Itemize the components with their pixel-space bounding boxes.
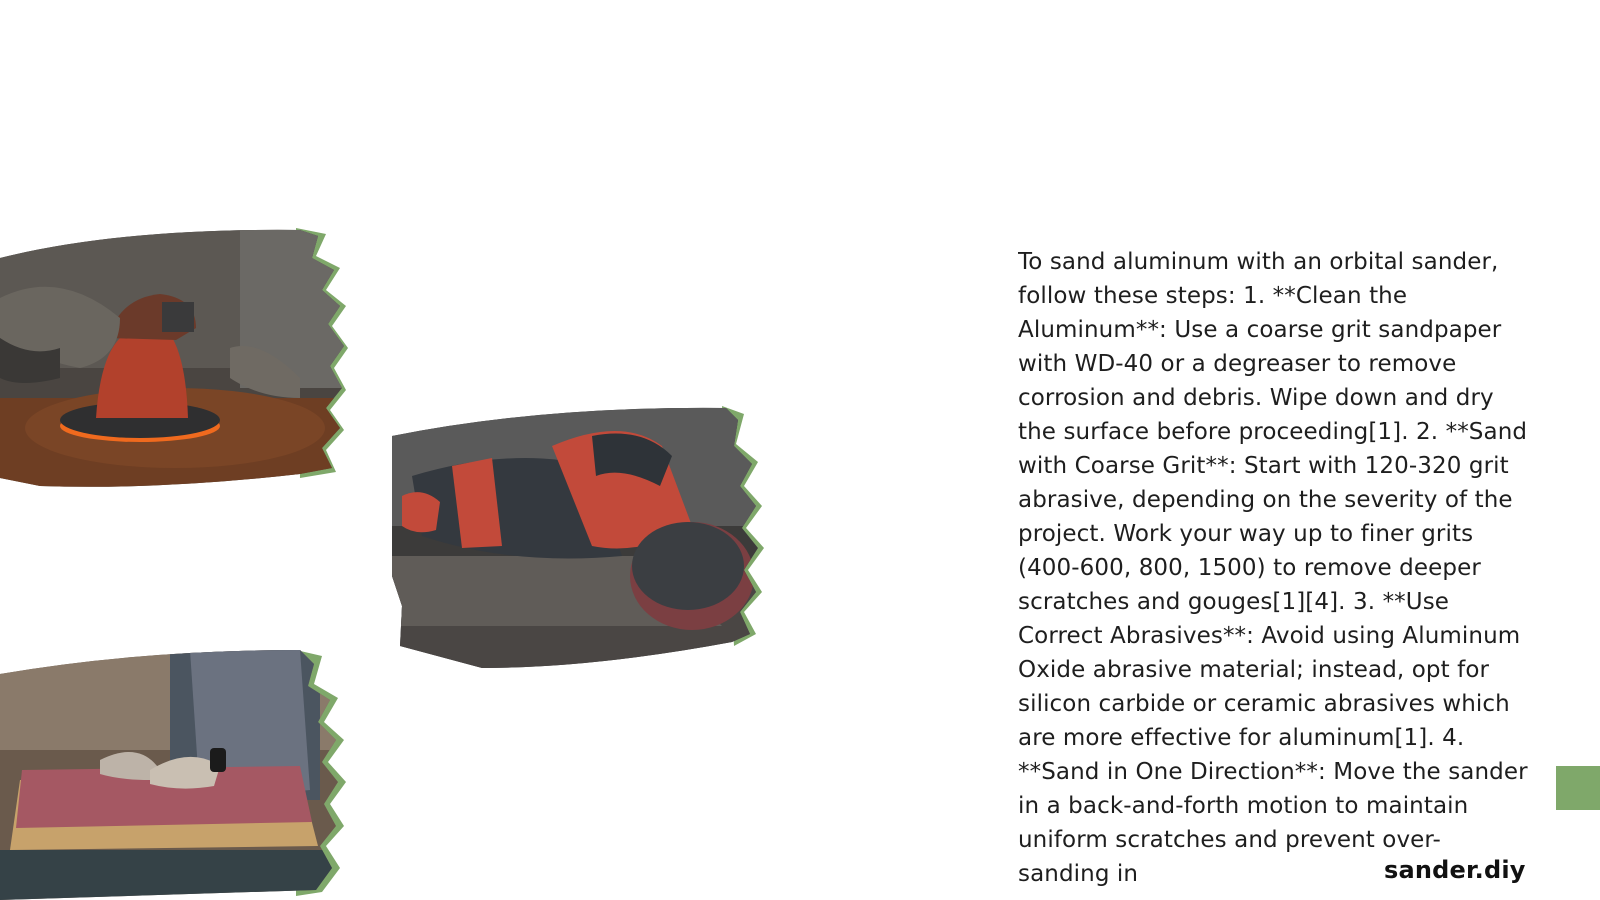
orbital-sander-rusty-photo: [0, 228, 350, 490]
body-text: To sand aluminum with an orbital sander, follow these steps: 1. **Clean the Aluminum**: Use a coarse grit sandpaper with WD-40 or a degreaser to remove corrosion and debris. Wipe down and dry the surface before proceeding[1]. 2. **Sand with Coarse Grit**: Start with 120-320 grit abrasive, depending on the severity of the project. Work your way up to finer grits (400-600, 800, 1500) to remove deeper scratches and gouges[1][4]. 3. **Use Correct Abrasives**: Avoid using Aluminum Oxide abrasive material; instead, opt for silicon carbide or ceramic abrasives which are more effective for aluminum[1]. 4. **Sand in One Direction**: Move the sander in a back-and-forth motion to maintain uniform scratches and prevent over-sanding in: [1018, 249, 1528, 887]
site-label: sander.diy: [1384, 856, 1526, 884]
green-accent-tab: [1556, 766, 1600, 810]
orbital-sander-closeup-photo: [392, 406, 776, 678]
hand-sanding-block-photo: [0, 650, 358, 900]
